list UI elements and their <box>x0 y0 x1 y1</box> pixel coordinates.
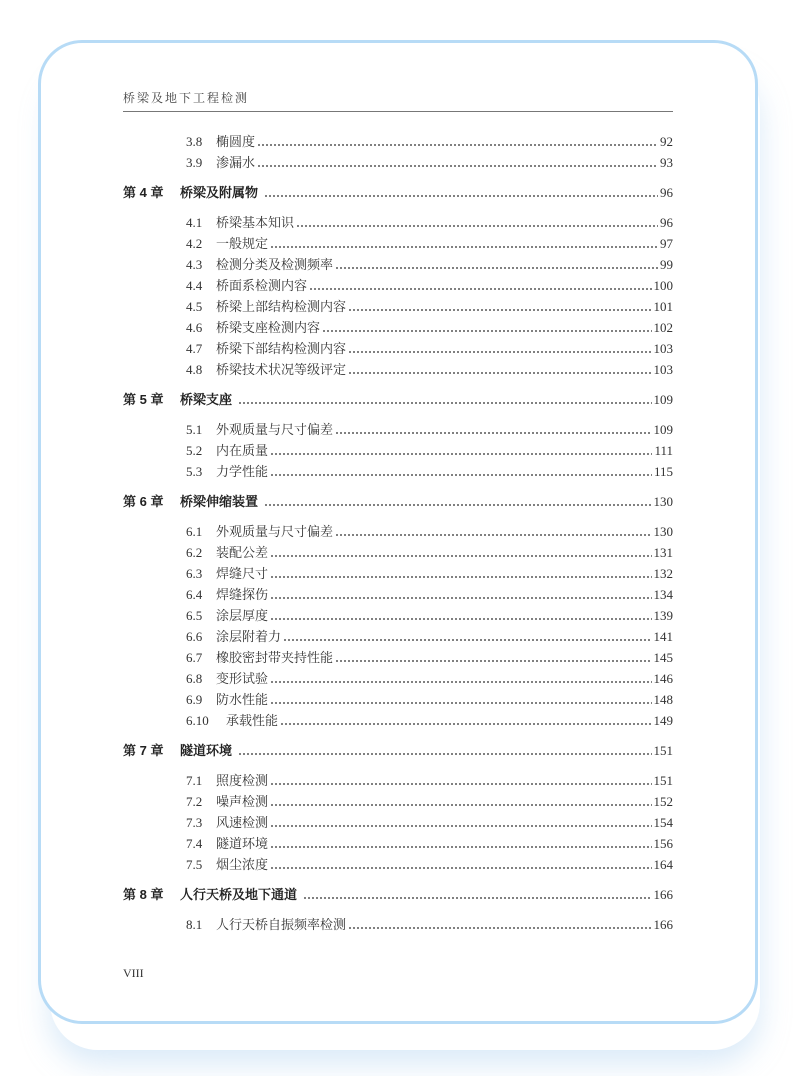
entry-page: 96 <box>660 215 673 230</box>
entry-number: 第 6 章 <box>123 494 164 509</box>
entry-title: 焊缝尺寸 <box>216 566 269 581</box>
entry-page: 130 <box>653 494 673 509</box>
entry-page: 151 <box>653 743 673 758</box>
toc-section-entry[interactable] <box>123 812 673 833</box>
entry-title: 风速检测 <box>216 815 269 830</box>
dot-leader <box>270 825 651 827</box>
entry-number: 6.10 <box>186 713 209 728</box>
dot-leader <box>335 267 658 269</box>
entry-number: 4.2 <box>186 236 203 251</box>
toc-section-entry[interactable] <box>123 254 673 275</box>
dot-leader <box>270 453 652 455</box>
entry-page: 152 <box>653 794 673 809</box>
dot-leader <box>309 288 651 290</box>
entry-number: 第 4 章 <box>123 185 164 200</box>
entry-number: 3.9 <box>186 155 203 170</box>
dot-leader <box>257 144 658 146</box>
toc-section-entry[interactable] <box>123 131 673 152</box>
entry-title: 桥面系检测内容 <box>216 278 308 293</box>
entry-page: 109 <box>653 422 673 437</box>
header-rule <box>123 111 673 112</box>
dot-leader <box>264 195 658 197</box>
dot-leader <box>348 372 651 374</box>
dot-leader <box>280 723 651 725</box>
toc-section-entry[interactable] <box>123 854 673 875</box>
toc-chapter-entry[interactable] <box>123 740 673 761</box>
entry-number: 6.2 <box>186 545 203 560</box>
entry-title: 检测分类及检测频率 <box>216 257 334 272</box>
toc-section-entry[interactable] <box>123 152 673 173</box>
entry-number: 3.8 <box>186 134 203 149</box>
toc-section-entry[interactable] <box>123 584 673 605</box>
entry-number: 5.3 <box>186 464 203 479</box>
entry-title: 承载性能 <box>226 713 279 728</box>
entry-title: 外观质量与尺寸偏差 <box>216 422 334 437</box>
toc-section-entry[interactable] <box>123 689 673 710</box>
entry-title: 桥梁伸缩装置 <box>180 494 259 509</box>
entry-number: 7.3 <box>186 815 203 830</box>
dot-leader <box>303 897 651 899</box>
entry-number: 5.1 <box>186 422 203 437</box>
toc-section-entry[interactable] <box>123 440 673 461</box>
entry-number: 第 8 章 <box>123 887 164 902</box>
entry-number: 4.5 <box>186 299 203 314</box>
entry-page: 93 <box>660 155 673 170</box>
dot-leader <box>257 165 658 167</box>
entry-title: 隧道环境 <box>180 743 233 758</box>
entry-page: 101 <box>653 299 673 314</box>
entry-page: 92 <box>660 134 673 149</box>
toc-section-entry[interactable] <box>123 419 673 440</box>
dot-leader <box>348 927 651 929</box>
entry-title: 烟尘浓度 <box>216 857 269 872</box>
entry-title: 桥梁基本知识 <box>216 215 295 230</box>
entry-title: 外观质量与尺寸偏差 <box>216 524 334 539</box>
entry-number: 6.7 <box>186 650 203 665</box>
entry-title: 桥梁技术状况等级评定 <box>216 362 347 377</box>
dot-leader <box>348 309 651 311</box>
entry-title: 椭圆度 <box>216 134 256 149</box>
dot-leader <box>270 681 651 683</box>
toc-section-entry[interactable] <box>123 212 673 233</box>
entry-page: 103 <box>653 341 673 356</box>
entry-page: 111 <box>654 443 673 458</box>
running-head: 桥梁及地下工程检测 <box>123 91 250 105</box>
entry-title: 橡胶密封带夹持性能 <box>216 650 334 665</box>
entry-title: 隧道环境 <box>216 836 269 851</box>
entry-number: 4.8 <box>186 362 203 377</box>
entry-number: 5.2 <box>186 443 203 458</box>
entry-page: 100 <box>653 278 673 293</box>
entry-number: 6.4 <box>186 587 203 602</box>
dot-leader <box>270 597 651 599</box>
entry-title: 噪声检测 <box>216 794 269 809</box>
entry-number: 4.7 <box>186 341 203 356</box>
entry-number: 第 5 章 <box>123 392 164 407</box>
toc-section-entry[interactable] <box>123 647 673 668</box>
toc-section-entry[interactable] <box>123 317 673 338</box>
dot-leader <box>348 351 651 353</box>
entry-number: 6.3 <box>186 566 203 581</box>
entry-page: 164 <box>653 857 673 872</box>
dot-leader <box>270 846 651 848</box>
page-number: VIII <box>123 966 144 980</box>
entry-title: 桥梁上部结构检测内容 <box>216 299 347 314</box>
toc-section-entry[interactable] <box>123 542 673 563</box>
entry-number: 6.9 <box>186 692 203 707</box>
entry-page: 141 <box>653 629 673 644</box>
toc-chapter-entry[interactable] <box>123 491 673 512</box>
entry-number: 6.1 <box>186 524 203 539</box>
entry-title: 内在质量 <box>216 443 269 458</box>
dot-leader <box>270 804 651 806</box>
entry-page: 166 <box>653 887 673 902</box>
dot-leader <box>270 702 651 704</box>
toc-section-entry[interactable] <box>123 359 673 380</box>
entry-number: 第 7 章 <box>123 743 164 758</box>
dot-leader <box>238 753 651 755</box>
toc-section-entry[interactable] <box>123 275 673 296</box>
entry-number: 6.5 <box>186 608 203 623</box>
entry-title: 变形试验 <box>216 671 269 686</box>
entry-page: 154 <box>653 815 673 830</box>
entry-page: 97 <box>660 236 673 251</box>
entry-number: 6.8 <box>186 671 203 686</box>
entry-page: 103 <box>653 362 673 377</box>
toc-chapter-entry[interactable] <box>123 389 673 410</box>
entry-title: 桥梁下部结构检测内容 <box>216 341 347 356</box>
entry-number: 4.3 <box>186 257 203 272</box>
dot-leader <box>270 618 651 620</box>
entry-page: 99 <box>660 257 673 272</box>
dot-leader <box>270 246 658 248</box>
toc-section-entry[interactable] <box>123 521 673 542</box>
entry-number: 6.6 <box>186 629 203 644</box>
entry-title: 人行天桥及地下通道 <box>180 887 298 902</box>
toc-section-entry[interactable] <box>123 791 673 812</box>
toc-section-entry[interactable] <box>123 710 673 731</box>
dot-leader <box>264 504 651 506</box>
toc-section-entry[interactable] <box>123 461 673 482</box>
dot-leader <box>270 783 651 785</box>
entry-page: 139 <box>653 608 673 623</box>
entry-title: 涂层附着力 <box>216 629 282 644</box>
entry-title: 桥梁及附属物 <box>180 185 259 200</box>
entry-title: 力学性能 <box>216 464 269 479</box>
entry-page: 149 <box>653 713 673 728</box>
entry-number: 4.4 <box>186 278 203 293</box>
toc-section-entry[interactable] <box>123 668 673 689</box>
dot-leader <box>335 534 651 536</box>
dot-leader <box>335 432 651 434</box>
entry-title: 装配公差 <box>216 545 269 560</box>
toc-section-entry[interactable] <box>123 338 673 359</box>
dot-leader <box>238 402 651 404</box>
toc-section-entry[interactable] <box>123 563 673 584</box>
entry-number: 7.1 <box>186 773 203 788</box>
entry-title: 一般规定 <box>216 236 269 251</box>
entry-page: 132 <box>653 566 673 581</box>
entry-title: 人行天桥自振频率检测 <box>216 917 347 932</box>
entry-page: 96 <box>660 185 673 200</box>
entry-title: 桥梁支座检测内容 <box>216 320 321 335</box>
entry-page: 115 <box>653 464 673 479</box>
entry-page: 130 <box>653 524 673 539</box>
toc-chapter-entry[interactable] <box>123 884 673 905</box>
entry-title: 涂层厚度 <box>216 608 269 623</box>
dot-leader <box>283 639 651 641</box>
dot-leader <box>270 576 651 578</box>
table-of-contents <box>123 131 673 935</box>
entry-title: 焊缝探伤 <box>216 587 269 602</box>
dot-leader <box>270 555 651 557</box>
entry-page: 146 <box>653 671 673 686</box>
toc-section-entry[interactable] <box>123 770 673 791</box>
entry-page: 145 <box>653 650 673 665</box>
dot-leader <box>322 330 651 332</box>
toc-section-entry[interactable] <box>123 296 673 317</box>
toc-section-entry[interactable] <box>123 626 673 647</box>
dot-leader <box>335 660 651 662</box>
entry-page: 109 <box>653 392 673 407</box>
entry-page: 166 <box>653 917 673 932</box>
dot-leader <box>296 225 658 227</box>
entry-number: 7.5 <box>186 857 203 872</box>
entry-page: 156 <box>653 836 673 851</box>
entry-title: 桥梁支座 <box>180 392 233 407</box>
entry-number: 7.2 <box>186 794 203 809</box>
entry-title: 防水性能 <box>216 692 269 707</box>
dot-leader <box>270 474 652 476</box>
toc-chapter-entry[interactable] <box>123 182 673 203</box>
entry-number: 4.1 <box>186 215 203 230</box>
entry-title: 渗漏水 <box>216 155 256 170</box>
entry-number: 7.4 <box>186 836 203 851</box>
entry-page: 131 <box>653 545 673 560</box>
entry-number: 4.6 <box>186 320 203 335</box>
entry-title: 照度检测 <box>216 773 269 788</box>
entry-page: 148 <box>653 692 673 707</box>
entry-page: 102 <box>653 320 673 335</box>
toc-section-entry[interactable] <box>123 605 673 626</box>
entry-page: 134 <box>653 587 673 602</box>
toc-section-entry[interactable] <box>123 833 673 854</box>
toc-section-entry[interactable] <box>123 233 673 254</box>
toc-section-entry[interactable] <box>123 914 673 935</box>
dot-leader <box>270 867 651 869</box>
entry-page: 151 <box>653 773 673 788</box>
entry-number: 8.1 <box>186 917 203 932</box>
